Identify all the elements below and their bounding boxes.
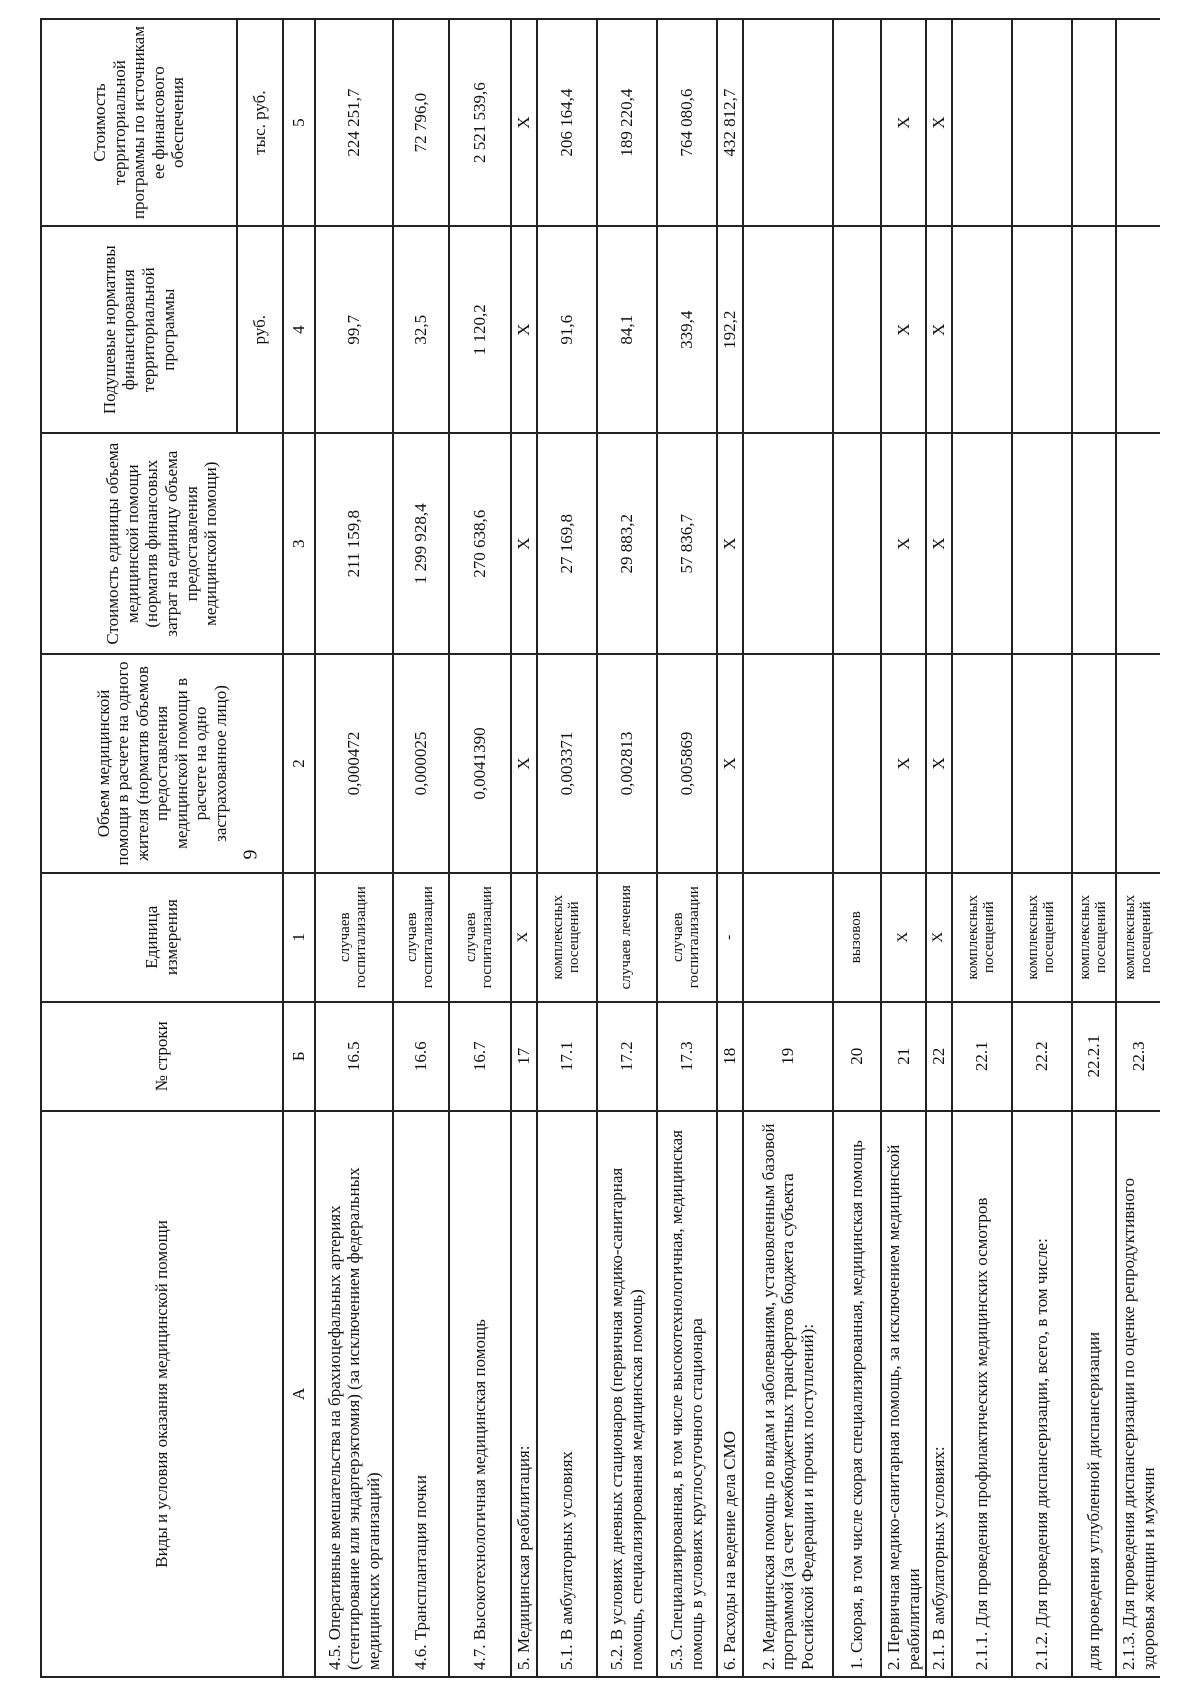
row-unit: случаев госпитализации	[657, 873, 717, 1002]
row-volume: 0,005869	[657, 654, 717, 873]
row-volume: 0,0041390	[449, 654, 511, 873]
index-2: 2	[283, 654, 315, 873]
row-program-cost: 224 251,7	[315, 19, 393, 226]
row-unit: комплексных посещений	[537, 873, 597, 1002]
row-volume: X	[511, 654, 537, 873]
row-program-cost: 432 812,7	[717, 19, 743, 226]
table-row	[952, 19, 1012, 1677]
row-number: 17	[511, 1002, 537, 1111]
row-program-cost	[743, 19, 833, 226]
table-body	[315, 19, 1160, 1677]
table-row	[881, 19, 926, 1677]
table-row	[537, 19, 597, 1677]
row-unit-cost	[833, 433, 881, 654]
row-unit: комплексных посещений	[952, 873, 1012, 1002]
row-per-capita	[833, 226, 881, 433]
row-per-capita	[743, 226, 833, 433]
table-row	[597, 19, 657, 1677]
row-per-capita: 99,7	[315, 226, 393, 433]
index-4: 4	[283, 226, 315, 433]
header-per-capita: Подушевые нормативы финансирования территориальной программы	[41, 226, 237, 433]
row-volume: 0,002813	[597, 654, 657, 873]
row-name: 4.6. Трансплантация почки	[393, 1111, 449, 1677]
row-volume	[743, 654, 833, 873]
row-volume: X	[717, 654, 743, 873]
row-unit-cost: X	[511, 433, 537, 654]
row-unit-cost: 270 638,6	[449, 433, 511, 654]
index-1: 1	[283, 873, 315, 1002]
row-name: 4.7. Высокотехнологичная медицинская помощь	[449, 1111, 511, 1677]
table-row	[1012, 19, 1072, 1677]
row-volume: X	[881, 654, 926, 873]
index-3: 3	[283, 433, 315, 654]
row-unit: комплексных посещений	[1012, 873, 1072, 1002]
row-volume: 0,003371	[537, 654, 597, 873]
financing-table	[40, 18, 1160, 1678]
row-volume	[1012, 654, 1072, 873]
row-per-capita	[1116, 226, 1160, 433]
row-unit: X	[881, 873, 926, 1002]
table-header-row	[41, 19, 237, 1677]
row-program-cost: X	[926, 19, 952, 226]
row-unit-cost: 211 159,8	[315, 433, 393, 654]
row-name: 2.1. В амбулаторных условиях:	[926, 1111, 952, 1677]
row-number: 22	[926, 1002, 952, 1111]
row-name: 2.1.1. Для проведения профилактических медицинских осмотров	[952, 1111, 1012, 1677]
row-per-capita: X	[926, 226, 952, 433]
row-per-capita	[952, 226, 1012, 433]
column-index-row	[283, 19, 315, 1677]
row-per-capita	[1072, 226, 1116, 433]
row-unit: случаев госпитализации	[315, 873, 393, 1002]
row-volume	[1116, 654, 1160, 873]
row-volume	[833, 654, 881, 873]
row-number: 16.6	[393, 1002, 449, 1111]
row-number: 17.1	[537, 1002, 597, 1111]
row-name: 2. Медицинская помощь по видам и заболеваниям, установленным базовой программой (за счет межбюджетных трансфертов бюджета субъекта Российской Федерации и прочих поступлений):	[743, 1111, 833, 1677]
row-unit-cost: 57 836,7	[657, 433, 717, 654]
row-number: 16.7	[449, 1002, 511, 1111]
header-types: Виды и условия оказания медицинской помощи	[41, 1111, 283, 1677]
table-row	[717, 19, 743, 1677]
header-program-cost: Стоимость территориальной программы по источникам ее финансового обеспечения	[41, 19, 237, 226]
row-unit-cost: 27 169,8	[537, 433, 597, 654]
header-volume: Объем медицинской помощи в расчете на одного жителя (норматив объемов предоставления медицинской помощи в расчете на одно застрахованное лицо)	[41, 654, 283, 873]
row-unit-cost: X	[717, 433, 743, 654]
row-program-cost: 2 521 539,6	[449, 19, 511, 226]
row-number: 21	[881, 1002, 926, 1111]
row-unit: -	[717, 873, 743, 1002]
index-5: 5	[283, 19, 315, 226]
row-number: 22.2.1	[1072, 1002, 1116, 1111]
row-number: 19	[743, 1002, 833, 1111]
row-program-cost: 206 164,4	[537, 19, 597, 226]
row-per-capita: X	[881, 226, 926, 433]
row-volume: 0,000472	[315, 654, 393, 873]
row-name: 2.1.3. Для проведения диспансеризации по оценке репродуктивного здоровья женщин и мужчин	[1116, 1111, 1160, 1677]
table-container	[40, 18, 1160, 1678]
row-name: для проведения углубленной диспансеризации	[1072, 1111, 1116, 1677]
row-per-capita: 91,6	[537, 226, 597, 433]
row-program-cost	[1012, 19, 1072, 226]
row-program-cost	[833, 19, 881, 226]
row-unit-cost: X	[926, 433, 952, 654]
row-program-cost: 189 220,4	[597, 19, 657, 226]
row-unit: случаев госпитализации	[449, 873, 511, 1002]
row-name: 4.5. Оперативные вмешательства на брахиоцефальных артериях (стентирование или эндартерэктомия) (за исключением федеральных медицинских организаций)	[315, 1111, 393, 1677]
row-number: 17.3	[657, 1002, 717, 1111]
row-per-capita: X	[511, 226, 537, 433]
table-row	[1072, 19, 1116, 1677]
row-program-cost	[952, 19, 1012, 226]
row-name: 2. Первичная медико-санитарная помощь, за исключением медицинской реабилитации	[881, 1111, 926, 1677]
row-unit-cost	[1072, 433, 1116, 654]
row-program-cost: 72 796,0	[393, 19, 449, 226]
table-row	[449, 19, 511, 1677]
row-name: 2.1.2. Для проведения диспансеризации, всего, в том числе:	[1012, 1111, 1072, 1677]
index-b: Б	[283, 1002, 315, 1111]
row-program-cost: X	[511, 19, 537, 226]
page-number: 9	[239, 849, 262, 860]
row-number: 17.2	[597, 1002, 657, 1111]
row-per-capita	[1012, 226, 1072, 433]
row-program-cost: 764 080,6	[657, 19, 717, 226]
table-row	[1116, 19, 1160, 1677]
row-number: 18	[717, 1002, 743, 1111]
row-per-capita: 192,2	[717, 226, 743, 433]
table-row	[315, 19, 393, 1677]
row-volume	[1072, 654, 1116, 873]
row-unit: комплексных посещений	[1116, 873, 1160, 1002]
row-volume: 0,000025	[393, 654, 449, 873]
row-unit: случаев госпитализации	[393, 873, 449, 1002]
header-unit-cost: Стоимость единицы объема медицинской помощи (норматив финансовых затрат на единицу объема предоставления медицинской помощи)	[41, 433, 283, 654]
unit-thousand-rub: тыс. руб.	[237, 19, 283, 226]
header-row-number: № строки	[41, 1002, 283, 1111]
row-number: 16.5	[315, 1002, 393, 1111]
row-unit: вызовов	[833, 873, 881, 1002]
row-unit-cost: 29 883,2	[597, 433, 657, 654]
row-number: 22.3	[1116, 1002, 1160, 1111]
row-per-capita: 339,4	[657, 226, 717, 433]
row-unit: X	[926, 873, 952, 1002]
table-row	[833, 19, 881, 1677]
row-unit: случаев лечения	[597, 873, 657, 1002]
row-name: 5.1. В амбулаторных условиях	[537, 1111, 597, 1677]
row-name: 1. Скорая, в том числе скорая специализированная, медицинская помощь	[833, 1111, 881, 1677]
row-per-capita: 32,5	[393, 226, 449, 433]
row-number: 22.2	[1012, 1002, 1072, 1111]
row-program-cost	[1116, 19, 1160, 226]
table-row	[657, 19, 717, 1677]
row-program-cost: X	[881, 19, 926, 226]
row-unit-cost: X	[881, 433, 926, 654]
row-volume	[952, 654, 1012, 873]
row-unit	[743, 873, 833, 1002]
row-name: 5.3. Специализированная, в том числе высокотехнологичная, медицинская помощь в условиях круглосуточного стационара	[657, 1111, 717, 1677]
row-unit-cost: 1 299 928,4	[393, 433, 449, 654]
row-unit-cost	[1012, 433, 1072, 654]
row-per-capita: 1 120,2	[449, 226, 511, 433]
table-row	[743, 19, 833, 1677]
row-unit: комплексных посещений	[1072, 873, 1116, 1002]
row-unit-cost	[952, 433, 1012, 654]
row-program-cost	[1072, 19, 1116, 226]
row-unit: X	[511, 873, 537, 1002]
table-row	[511, 19, 537, 1677]
row-per-capita: 84,1	[597, 226, 657, 433]
row-unit-cost	[743, 433, 833, 654]
row-unit-cost	[1116, 433, 1160, 654]
unit-rub: руб.	[237, 226, 283, 433]
row-name: 6. Расходы на ведение дела СМО	[717, 1111, 743, 1677]
row-name: 5.2. В условиях дневных стационаров (первичная медико-санитарная помощь, специализированная медицинская помощь)	[597, 1111, 657, 1677]
row-name: 5. Медицинская реабилитация:	[511, 1111, 537, 1677]
table-row	[393, 19, 449, 1677]
row-volume: X	[926, 654, 952, 873]
table-row	[926, 19, 952, 1677]
row-number: 22.1	[952, 1002, 1012, 1111]
index-a: А	[283, 1111, 315, 1677]
landscape-page	[40, 18, 1160, 1678]
header-unit: Единица измерения	[41, 873, 283, 1002]
row-number: 20	[833, 1002, 881, 1111]
